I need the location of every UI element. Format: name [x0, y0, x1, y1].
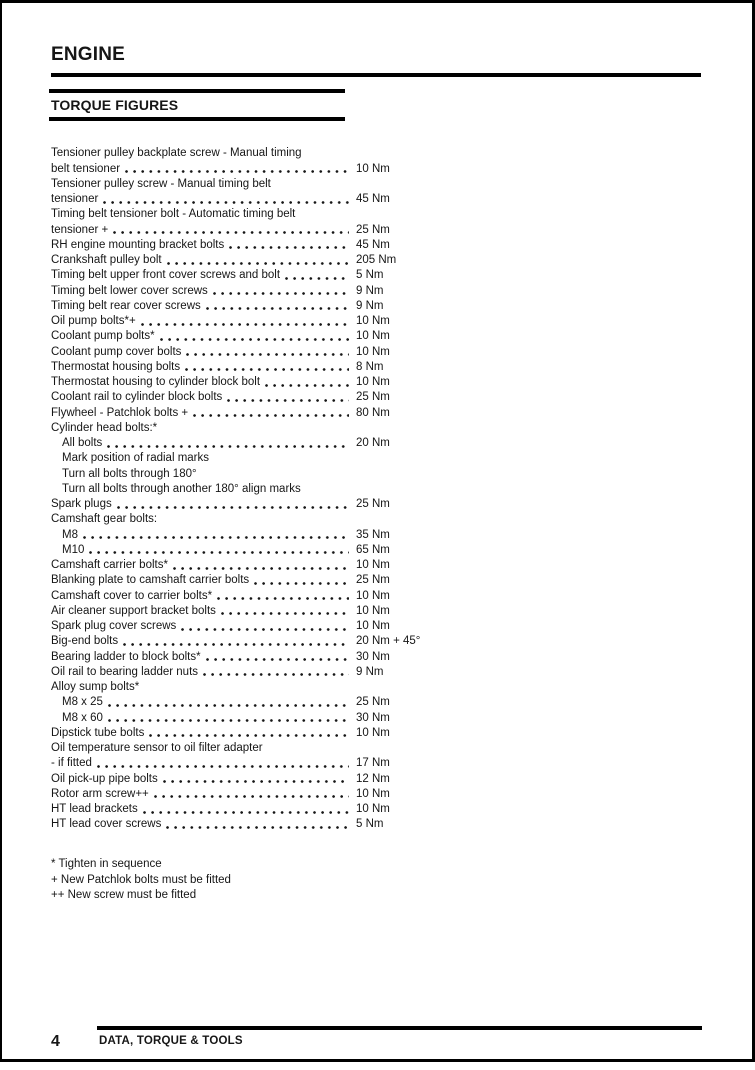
- torque-value: 20 Nm: [356, 437, 390, 449]
- torque-row-left: [51, 757, 356, 769]
- dot-leader: [285, 277, 349, 280]
- torque-label: HT lead cover screws: [51, 818, 162, 831]
- torque-list: [51, 144, 491, 830]
- torque-label: Camshaft gear bolts:: [51, 513, 158, 526]
- dot-leader: [221, 612, 349, 615]
- torque-value: 10 Nm: [356, 315, 390, 327]
- torque-row: [51, 342, 491, 357]
- torque-row: [51, 464, 491, 479]
- torque-value: 65 Nm: [356, 543, 390, 556]
- torque-row-left: [51, 178, 356, 190]
- torque-row: [51, 647, 491, 662]
- torque-row-left: [51, 498, 356, 510]
- torque-row-left: [51, 544, 356, 556]
- torque-row: [51, 190, 491, 205]
- dot-leader: [227, 399, 349, 402]
- dot-leader: [185, 368, 349, 371]
- torque-row: [51, 602, 491, 617]
- torque-value: 25 Nm: [356, 574, 390, 587]
- dot-leader: [206, 307, 349, 310]
- torque-row-left: [51, 254, 356, 266]
- torque-value: 10 Nm: [356, 559, 390, 571]
- dot-leader: [149, 734, 349, 737]
- dot-leader: [107, 445, 349, 448]
- dot-leader: [125, 170, 349, 173]
- torque-row-left: [51, 224, 356, 236]
- torque-row-left: [51, 422, 356, 434]
- torque-label: Coolant pump bolts*: [51, 330, 155, 343]
- torque-label: M8 x 60: [62, 711, 103, 724]
- torque-value: 80 Nm: [356, 406, 390, 419]
- torque-value: 10 Nm: [356, 376, 390, 388]
- dot-leader: [108, 704, 349, 707]
- torque-label: M10: [62, 543, 85, 556]
- torque-row: [51, 159, 491, 174]
- dot-leader: [123, 643, 349, 646]
- torque-value: 35 Nm: [356, 528, 390, 541]
- dot-leader: [186, 353, 349, 356]
- torque-label: Timing belt tensioner bolt - Automatic timing belt: [51, 208, 296, 221]
- torque-value: 30 Nm: [356, 711, 390, 724]
- torque-row: [51, 251, 491, 266]
- torque-row-left: [51, 300, 356, 312]
- torque-value: 45 Nm: [356, 193, 390, 205]
- dot-leader: [265, 384, 349, 387]
- torque-row-left: [51, 712, 356, 724]
- torque-row-left: [51, 605, 356, 617]
- torque-value: 25 Nm: [356, 223, 390, 236]
- dot-leader: [206, 658, 349, 661]
- torque-row: [51, 724, 491, 739]
- torque-label: All bolts: [62, 437, 103, 449]
- torque-row-left: [51, 529, 356, 541]
- torque-value: 10 Nm: [356, 787, 390, 800]
- torque-row: [51, 571, 491, 586]
- torque-label: M8 x 25: [62, 696, 103, 709]
- dot-leader: [97, 765, 349, 768]
- torque-row-left: [51, 437, 356, 449]
- page-title: ENGINE: [51, 44, 126, 65]
- torque-row: [51, 327, 491, 342]
- torque-label: - if fitted: [51, 757, 92, 770]
- torque-value: 9 Nm: [356, 665, 384, 678]
- torque-row: [51, 312, 491, 327]
- torque-row-left: [51, 483, 356, 495]
- torque-label: HT lead brackets: [51, 803, 138, 815]
- torque-value: 25 Nm: [356, 498, 390, 510]
- torque-value: 5 Nm: [356, 269, 384, 282]
- torque-label: belt tensioner: [51, 162, 121, 175]
- dot-leader: [167, 262, 349, 265]
- dot-leader: [89, 551, 349, 554]
- torque-label: Cylinder head bolts:*: [51, 421, 158, 434]
- torque-label: Timing belt lower cover screws: [51, 284, 208, 297]
- torque-label: Alloy sump bolts*: [51, 681, 140, 693]
- footer-rule: [97, 1026, 702, 1030]
- torque-row: [51, 388, 491, 403]
- dot-leader: [173, 567, 349, 570]
- torque-row-left: [51, 773, 356, 785]
- torque-row: [51, 480, 491, 495]
- torque-value: 10 Nm: [356, 162, 390, 175]
- torque-label: Coolant rail to cylinder block bolts: [51, 391, 223, 404]
- torque-label: Flywheel - Patchlok bolts +: [51, 406, 189, 419]
- torque-row-left: [51, 330, 356, 342]
- torque-row: [51, 419, 491, 434]
- torque-row: [51, 525, 491, 540]
- torque-row-left: [51, 163, 356, 175]
- torque-label: Blanking plate to camshaft carrier bolts: [51, 574, 250, 587]
- torque-row: [51, 632, 491, 647]
- torque-value: 12 Nm: [356, 772, 390, 785]
- dot-leader: [213, 292, 349, 295]
- torque-row: [51, 449, 491, 464]
- torque-label: Timing belt upper front cover screws and bolt: [51, 269, 281, 282]
- footnote-line: ++ New screw must be fitted: [51, 889, 197, 901]
- torque-row: [51, 205, 491, 220]
- torque-label: Tensioner pulley screw - Manual timing belt: [51, 177, 271, 190]
- torque-row: [51, 693, 491, 708]
- torque-label: Turn all bolts through another 180° align marks: [62, 482, 301, 495]
- torque-label: Rotor arm screw++: [51, 787, 149, 800]
- title-rule: [51, 73, 701, 77]
- torque-label: Spark plugs: [51, 498, 112, 510]
- torque-label: Dipstick tube bolts: [51, 726, 145, 739]
- torque-row-left: [51, 666, 356, 678]
- torque-row-left: [51, 346, 356, 358]
- torque-row: [51, 785, 491, 800]
- torque-value: 10 Nm: [356, 345, 390, 358]
- torque-row-left: [51, 727, 356, 739]
- torque-row-left: [51, 193, 356, 205]
- dot-leader: [254, 582, 349, 585]
- torque-row: [51, 678, 491, 693]
- footnotes: [51, 857, 231, 904]
- torque-label: Spark plug cover screws: [51, 620, 177, 632]
- torque-label: RH engine mounting bracket bolts: [51, 238, 225, 251]
- torque-row-left: [51, 742, 356, 754]
- torque-row-left: [51, 269, 356, 281]
- torque-row: [51, 236, 491, 251]
- torque-row-left: [51, 818, 356, 830]
- torque-row: [51, 754, 491, 769]
- torque-label: Coolant pump cover bolts: [51, 345, 182, 358]
- torque-label: Camshaft cover to carrier bolts*: [51, 589, 213, 602]
- torque-row: [51, 541, 491, 556]
- torque-row-left: [51, 376, 356, 388]
- torque-row-left: [51, 559, 356, 571]
- torque-row: [51, 403, 491, 418]
- torque-value: 10 Nm: [356, 589, 390, 602]
- footer-page-number: 4: [51, 1033, 60, 1050]
- torque-label: Timing belt rear cover screws: [51, 299, 201, 312]
- torque-label: Camshaft carrier bolts*: [51, 559, 168, 571]
- torque-label: Oil temperature sensor to oil filter adapter: [51, 742, 263, 754]
- torque-row: [51, 434, 491, 449]
- section-title: TORQUE FIGURES: [51, 97, 179, 113]
- torque-row: [51, 708, 491, 723]
- torque-row: [51, 144, 491, 159]
- torque-row-left: [51, 208, 356, 220]
- torque-row-left: [51, 635, 356, 647]
- footer-section-label: DATA, TORQUE & TOOLS: [99, 1035, 243, 1047]
- dot-leader: [154, 795, 349, 798]
- dot-leader: [113, 231, 349, 234]
- dot-leader: [108, 719, 349, 722]
- torque-row: [51, 510, 491, 525]
- dot-leader: [181, 628, 349, 631]
- torque-row-left: [51, 407, 356, 419]
- torque-row-left: [51, 620, 356, 632]
- torque-value: 8 Nm: [356, 360, 384, 373]
- footnote-line: * Tighten in sequence: [51, 858, 162, 870]
- torque-value: 5 Nm: [356, 818, 384, 831]
- torque-value: 205 Nm: [356, 254, 397, 266]
- dot-leader: [193, 414, 349, 417]
- torque-label: Oil pump bolts*+: [51, 315, 136, 327]
- section-header-box: [49, 89, 345, 121]
- torque-label: Turn all bolts through 180°: [62, 467, 197, 480]
- torque-row: [51, 769, 491, 784]
- torque-value: 10 Nm: [356, 620, 390, 632]
- dot-leader: [141, 323, 349, 326]
- torque-row-left: [51, 513, 356, 525]
- torque-label: Oil pick-up pipe bolts: [51, 772, 158, 785]
- torque-row-left: [51, 361, 356, 373]
- torque-row-left: [51, 681, 356, 693]
- footnote-line: + New Patchlok bolts must be fitted: [51, 873, 231, 886]
- torque-value: 17 Nm: [356, 757, 390, 770]
- dot-leader: [83, 536, 349, 539]
- torque-row-left: [51, 285, 356, 297]
- torque-row: [51, 556, 491, 571]
- torque-label: tensioner: [51, 193, 99, 205]
- torque-row-left: [51, 315, 356, 327]
- dot-leader: [143, 811, 349, 814]
- torque-row-left: [51, 147, 356, 159]
- torque-value: 25 Nm: [356, 391, 390, 404]
- torque-row-left: [51, 574, 356, 586]
- torque-row-left: [51, 590, 356, 602]
- torque-label: Mark position of radial marks: [62, 452, 209, 465]
- torque-row-left: [51, 391, 356, 403]
- torque-value: 30 Nm: [356, 650, 390, 663]
- torque-row: [51, 358, 491, 373]
- torque-row-left: [51, 803, 356, 815]
- torque-value: 10 Nm: [356, 803, 390, 815]
- torque-row: [51, 175, 491, 190]
- torque-row-left: [51, 696, 356, 708]
- torque-label: M8: [62, 528, 78, 541]
- torque-label: Thermostat housing to cylinder block bolt: [51, 376, 261, 388]
- torque-row: [51, 586, 491, 601]
- torque-row: [51, 266, 491, 281]
- torque-value: 10 Nm: [356, 726, 390, 739]
- torque-value: 20 Nm + 45°: [356, 635, 421, 648]
- torque-row: [51, 281, 491, 296]
- torque-label: Oil rail to bearing ladder nuts: [51, 665, 199, 678]
- torque-row-left: [51, 468, 356, 480]
- torque-row-left: [51, 651, 356, 663]
- dot-leader: [103, 201, 349, 204]
- torque-label: Air cleaner support bracket bolts: [51, 604, 216, 617]
- torque-label: Tensioner pulley backplate screw - Manual timing: [51, 147, 302, 160]
- torque-row: [51, 297, 491, 312]
- torque-row: [51, 739, 491, 754]
- torque-value: 10 Nm: [356, 604, 390, 617]
- torque-row: [51, 220, 491, 235]
- torque-row: [51, 663, 491, 678]
- torque-value: 10 Nm: [356, 330, 390, 343]
- torque-value: 45 Nm: [356, 238, 390, 251]
- torque-row-left: [51, 239, 356, 251]
- torque-label: Big-end bolts: [51, 635, 119, 648]
- torque-row: [51, 617, 491, 632]
- torque-row: [51, 495, 491, 510]
- dot-leader: [117, 506, 349, 509]
- torque-row-left: [51, 788, 356, 800]
- torque-row-left: [51, 452, 356, 464]
- dot-leader: [160, 338, 349, 341]
- dot-leader: [229, 246, 349, 249]
- torque-label: Thermostat housing bolts: [51, 360, 181, 373]
- torque-value: 9 Nm: [356, 299, 384, 312]
- torque-label: Bearing ladder to block bolts*: [51, 650, 201, 663]
- dot-leader: [166, 826, 349, 829]
- dot-leader: [203, 673, 349, 676]
- torque-row: [51, 373, 491, 388]
- torque-label: tensioner +: [51, 223, 109, 236]
- torque-value: 9 Nm: [356, 284, 384, 297]
- torque-row: [51, 815, 491, 830]
- dot-leader: [217, 597, 349, 600]
- dot-leader: [163, 780, 349, 783]
- torque-row: [51, 800, 491, 815]
- torque-label: Crankshaft pulley bolt: [51, 254, 162, 266]
- torque-value: 25 Nm: [356, 696, 390, 709]
